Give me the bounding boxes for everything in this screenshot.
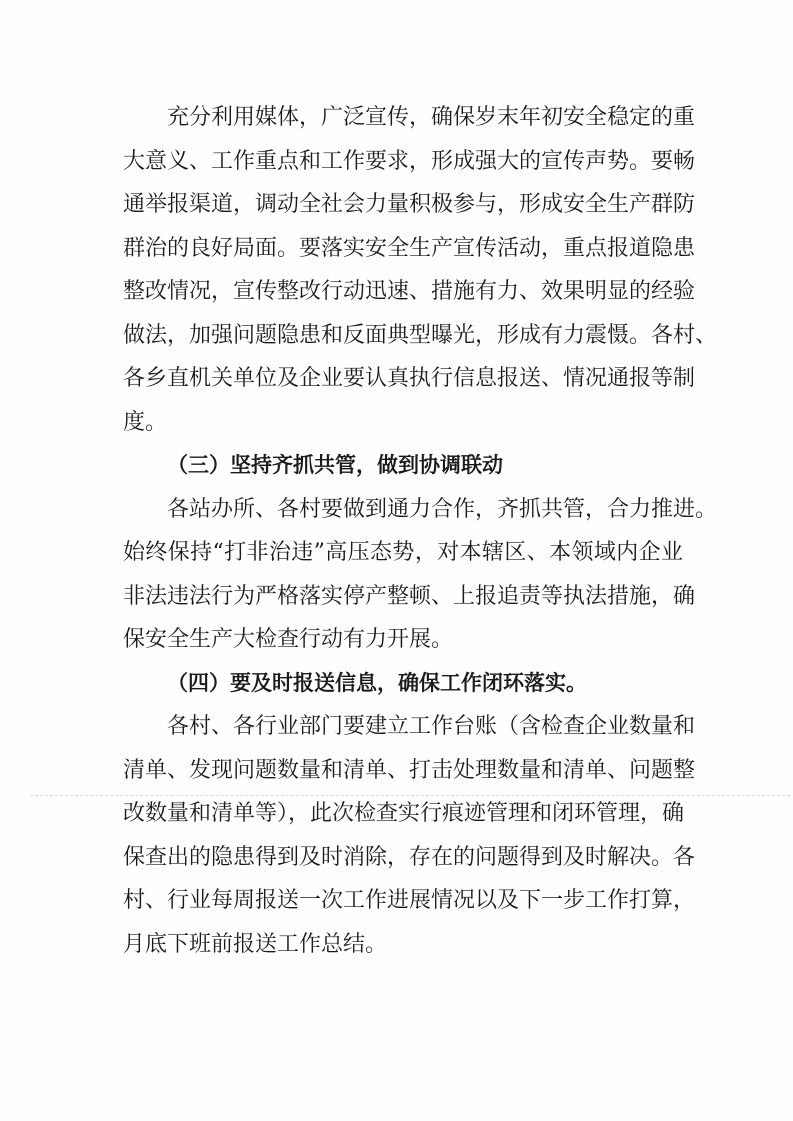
section-heading-3: （三）坚持齐抓共管，做到协调联动 — [167, 453, 503, 477]
document-body — [123, 96, 718, 966]
text-line: 清单、发现问题数量和清单、打击处理数量和清单、问题整 — [123, 757, 696, 783]
text-line: 群治的良好局面。要落实安全生产宣传活动，重点报道隐患 — [123, 235, 696, 261]
paragraph-coordination — [123, 488, 718, 662]
text-line: 保查出的隐患得到及时消除，存在的问题得到及时解决。各 — [123, 844, 696, 870]
text-line: 各站办所、各村要做到通力合作，齐抓共管，合力推进。 — [167, 496, 718, 522]
paragraph-publicity — [123, 96, 718, 444]
paragraph-reporting — [123, 705, 696, 966]
text-line: 充分利用媒体，广泛宣传，确保岁末年初安全稳定的重 — [167, 105, 696, 130]
text-line: 做法，加强问题隐患和反面典型曝光，形成有力震慑。各村、 — [123, 322, 718, 348]
text-line: 通举报渠道，调动全社会力量积极参与，形成安全生产群防 — [123, 192, 696, 217]
text-line: 各乡直机关单位及企业要认真执行信息报送、情况通报等制 — [123, 366, 696, 391]
text-line: 度。 — [123, 409, 168, 435]
section-heading-4: （四）要及时报送信息，确保工作闭环落实。 — [167, 670, 587, 695]
text-line: 村、行业每周报送一次工作进展情况以及下一步工作打算， — [123, 888, 696, 913]
text-line: 改数量和清单等），此次检查实行痕迹管理和闭环管理，确 — [123, 801, 685, 826]
text-line: 始终保持“打非治违”高压态势，对本辖区、本领域内企业 — [123, 540, 683, 565]
text-line: 各村、各行业部门要建立工作台账（含检查企业数量和 — [167, 714, 696, 739]
text-line: 大意义、工作重点和工作要求，形成强大的宣传声势。要畅 — [123, 148, 696, 174]
text-line: 保安全生产大检查行动有力开展。 — [123, 627, 454, 652]
text-line: 整改情况，宣传整改行动迅速、措施有力、效果明显的经验 — [123, 279, 696, 304]
text-line: 月底下班前报送工作总结。 — [123, 931, 388, 957]
text-line: 非法违法行为严格落实停产整顿、上报追责等执法措施，确 — [123, 583, 696, 609]
